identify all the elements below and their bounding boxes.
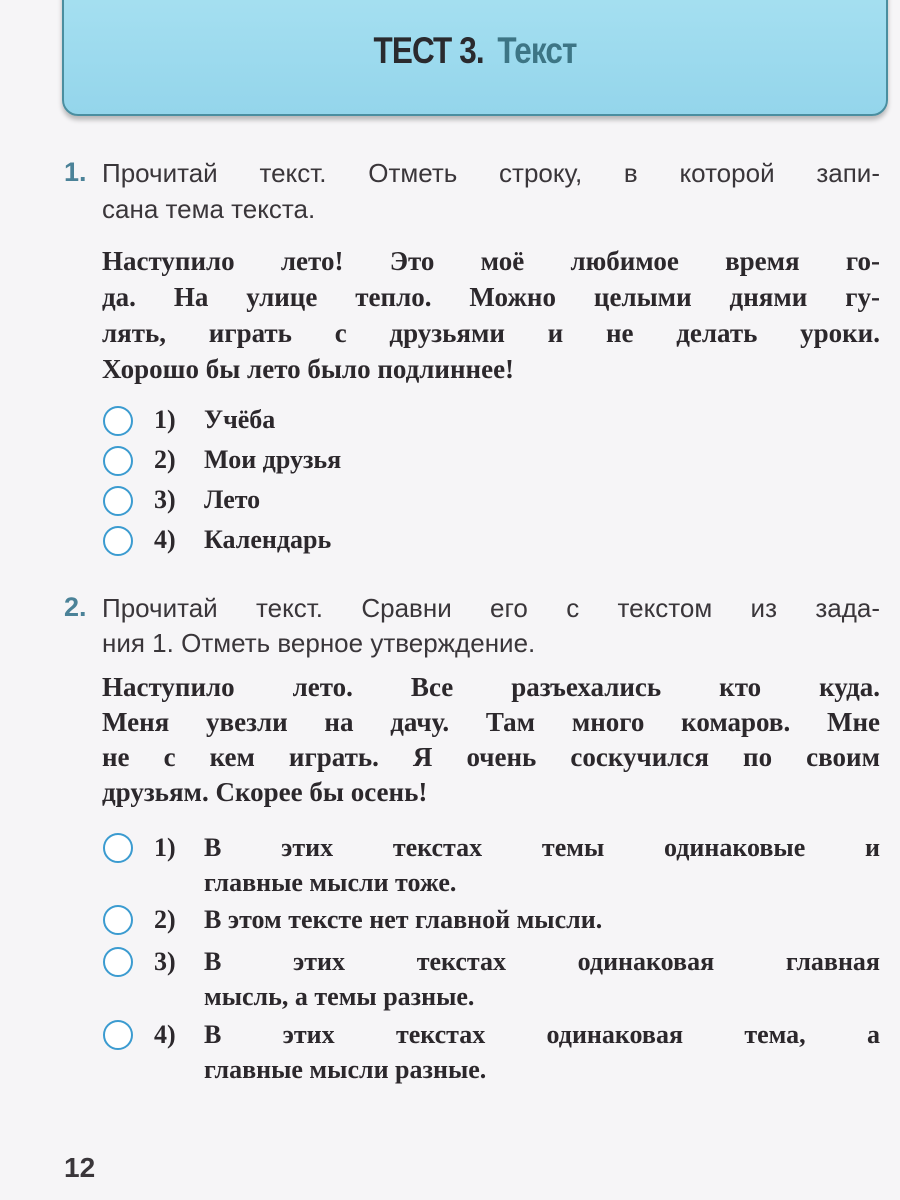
radio-circle[interactable] [103,833,133,863]
radio-circle[interactable] [103,947,133,977]
test-label: ТЕСТ 3. [373,30,484,71]
radio-circle[interactable] [103,1020,133,1050]
task2-instruction-line: ния 1. Отметь верное утверждение. [102,628,536,658]
task1-instruction-line: Прочитай текст. Отметь строку, в которой запи- [102,158,880,188]
task2-passage-line: не с кем играть. Я очень соскучился по своим [102,742,880,772]
page-number: 12 [64,1152,96,1183]
task2-passage-line: Меня увезли на дачу. Там много комаров. Мне [102,707,880,737]
radio-circle[interactable] [103,446,133,476]
task2-passage-line: Наступило лето. Все разъехались кто куда. [102,672,880,702]
radio-circle[interactable] [103,526,133,556]
test-topic: Текст [497,30,577,71]
task2-number: 2. [64,592,87,622]
task2-passage-line: друзьям. Скорее бы осень! [102,777,428,807]
task1-passage-line: лять, играть с друзьями и не делать уроки. [102,318,880,348]
task2-instruction-line: Прочитай текст. Сравни его с текстом из зада- [102,593,880,623]
task1-passage-line: да. На улице тепло. Можно целыми днями гу- [102,282,880,312]
test-header-banner [62,0,888,116]
radio-circle[interactable] [103,406,133,436]
radio-circle[interactable] [103,905,133,935]
task1-instruction-line: сана тема текста. [102,194,316,224]
task1-passage-line: Хорошо бы лето было подлиннее! [102,354,515,384]
task1-passage-line: Наступило лето! Это моё любимое время го- [102,246,880,276]
radio-circle[interactable] [103,486,133,516]
page-title [126,30,825,72]
task1-number: 1. [64,157,87,187]
